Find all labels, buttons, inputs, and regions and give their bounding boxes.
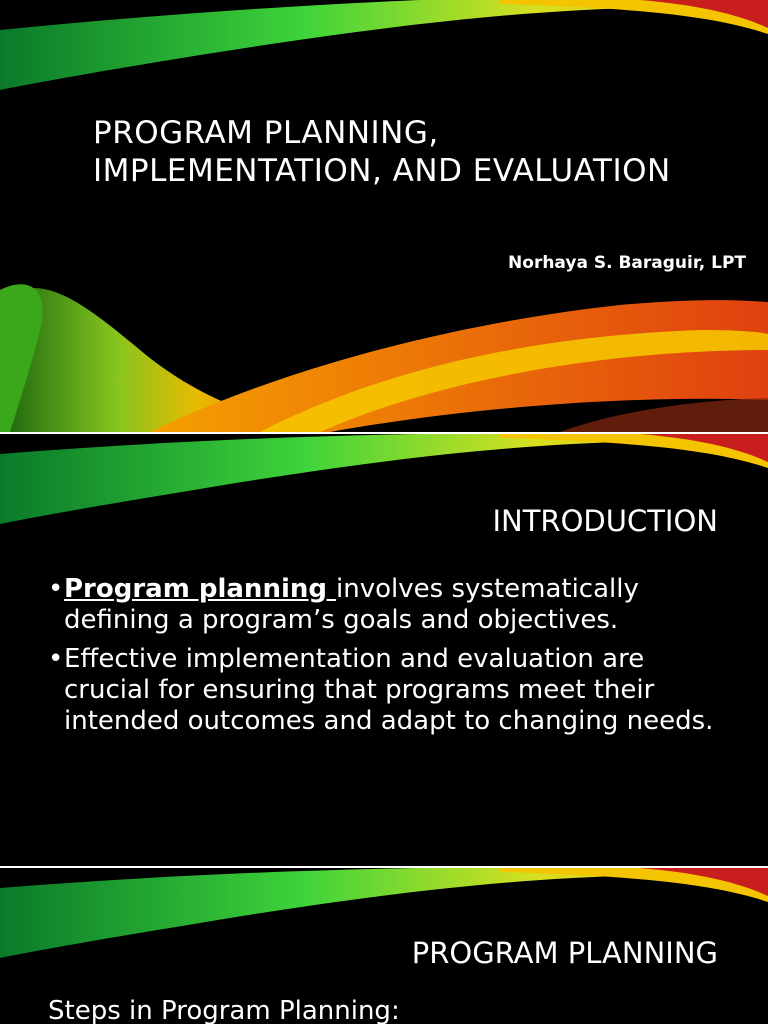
list-item (48, 574, 738, 636)
bullet-text: Effective implementation and evaluation are crucial for ensuring that programs meet their intended outcomes and adapt to changing needs. (64, 644, 714, 736)
presentation-title: PROGRAM PLANNING, IMPLEMENTATION, AND EVALUATION (93, 115, 671, 189)
bullet-text: involves systematically defining a program’s goals and objectives. (64, 574, 639, 635)
steps-heading: Steps in Program Planning: (48, 996, 400, 1024)
slide-heading: PROGRAM PLANNING (411, 936, 718, 970)
key-term: Program planning (64, 574, 337, 604)
ribbon-decoration (0, 0, 768, 432)
slide-heading: INTRODUCTION (492, 504, 718, 538)
program-planning-slide (0, 868, 768, 1024)
list-item (48, 644, 738, 737)
author-name: Norhaya S. Baraguir, LPT (508, 253, 746, 273)
title-slide (0, 0, 768, 432)
introduction-slide (0, 434, 768, 866)
bullet-list (48, 574, 738, 745)
